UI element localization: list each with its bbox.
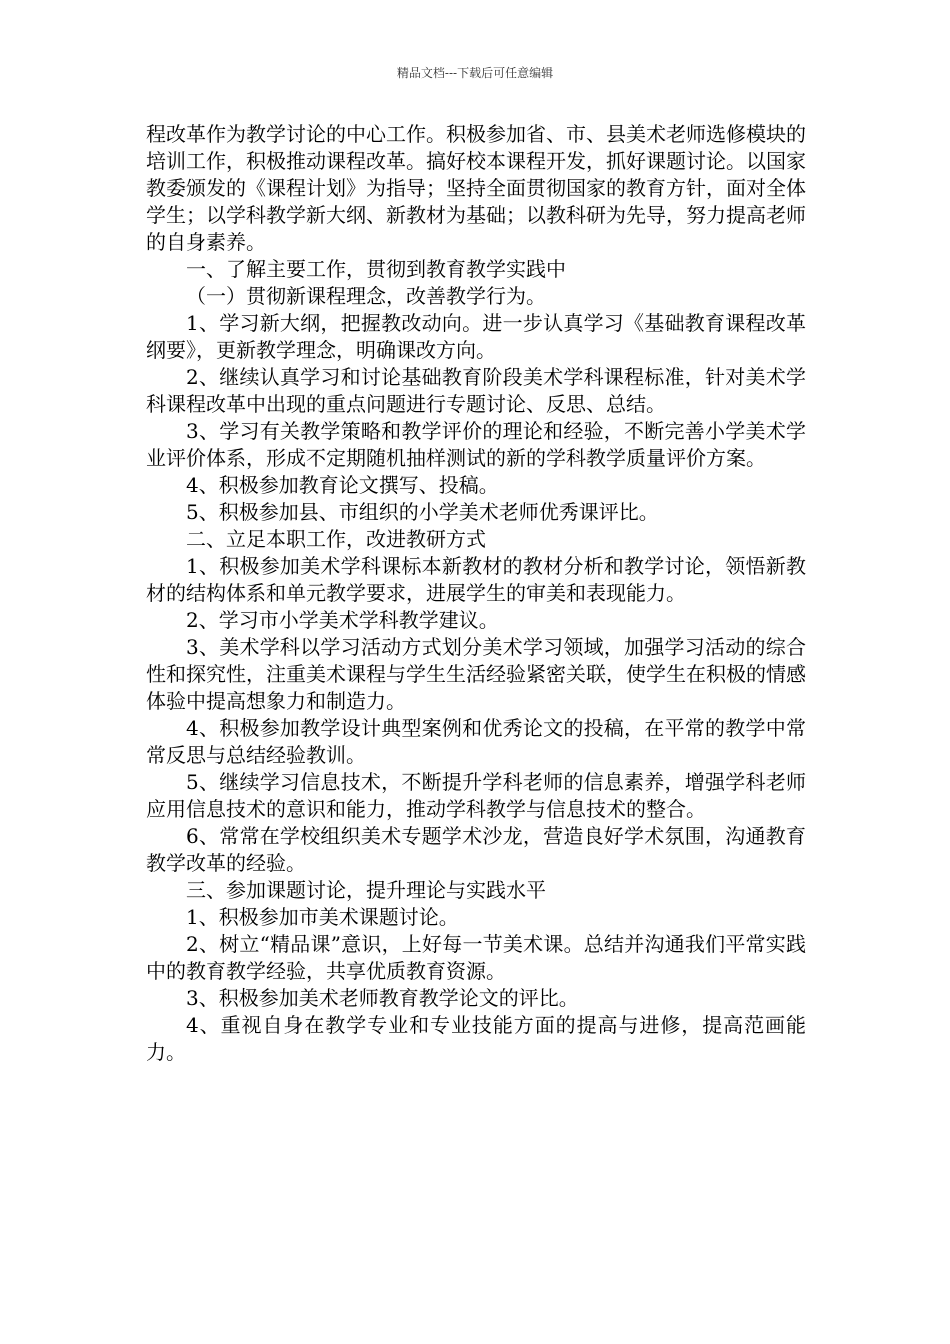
list-item-2-3: 3、美术学科以学习活动方式划分美术学习领域，加强学习活动的综合性和探究性，注重美术课程与学生生活经验紧密关联，使学生在积极的情感体验中提高想象力和制造力。 — [146, 635, 806, 713]
list-item-1-3: 3、学习有关教学策略和教学评价的理论和经验，不断完善小学美术学业评价体系，形成不定期随机抽样测试的新的学科教学质量评价方案。 — [146, 419, 806, 470]
list-item-2-6: 6、常常在学校组织美术专题学术沙龙，营造良好学术氛围，沟通教育教学改革的经验。 — [146, 824, 806, 875]
list-item-2-4: 4、积极参加教学设计典型案例和优秀论文的投稿，在平常的教学中常常反思与总结经验教训。 — [146, 716, 806, 767]
list-item-1-1: 1、学习新大纲，把握教改动向。进一步认真学习《基础教育课程改革纲要》，更新教学理念，明确课改方向。 — [146, 311, 806, 362]
section-heading-2: 二、立足本职工作，改进教研方式 — [186, 527, 486, 551]
list-item-2-5: 5、继续学习信息技术，不断提升学科老师的信息素养，增强学科老师应用信息技术的意识和能力，推动学科教学与信息技术的整合。 — [146, 770, 806, 821]
list-item-2-2: 2、学习市小学美术学科教学建议。 — [186, 608, 499, 632]
section-heading-1: 一、了解主要工作，贯彻到教育教学实践中 — [186, 257, 566, 281]
list-item-1-5: 5、积极参加县、市组织的小学美术老师优秀课评比。 — [186, 500, 659, 524]
list-item-3-2: 2、树立“精品课”意识，上好每一节美术课。总结并沟通我们平常实践中的教育教学经验，共享优质教育资源。 — [146, 932, 806, 983]
paragraph-0: 程改革作为教学讨论的中心工作。积极参加省、市、县美术老师选修模块的培训工作，积极推动课程改革。搞好校本课程开发，抓好课题讨论。以国家教委颁发的《课程计划》为指导；坚持全面贯彻国家的教育方针，面对全体学生；以学科教学新大纲、新教材为基础；以教科研为先导，努力提高老师的自身素养。 — [146, 122, 806, 254]
list-item-3-4: 4、重视自身在教学专业和专业技能方面的提高与进修，提高范画能力。 — [146, 1013, 806, 1064]
section-heading-3: 三、参加课题讨论，提升理论与实践水平 — [186, 878, 546, 902]
list-item-3-1: 1、积极参加市美术课题讨论。 — [186, 905, 459, 929]
page-header: 精品文档---下载后可任意编辑 — [396, 66, 554, 80]
list-item-3-3: 3、积极参加美术老师教育教学论文的评比。 — [186, 986, 579, 1010]
document-body — [146, 121, 806, 1066]
subsection-heading-1: （一）贯彻新课程理念，改善教学行为。 — [186, 284, 546, 308]
list-item-1-4: 4、积极参加教育论文撰写、投稿。 — [186, 473, 499, 497]
list-item-2-1: 1、积极参加美术学科课标本新教材的教材分析和教学讨论，领悟新教材的结构体系和单元教学要求，进展学生的审美和表现能力。 — [146, 554, 806, 605]
list-item-1-2: 2、继续认真学习和讨论基础教育阶段美术学科课程标准，针对美术学科课程改革中出现的重点问题进行专题讨论、反思、总结。 — [146, 365, 806, 416]
